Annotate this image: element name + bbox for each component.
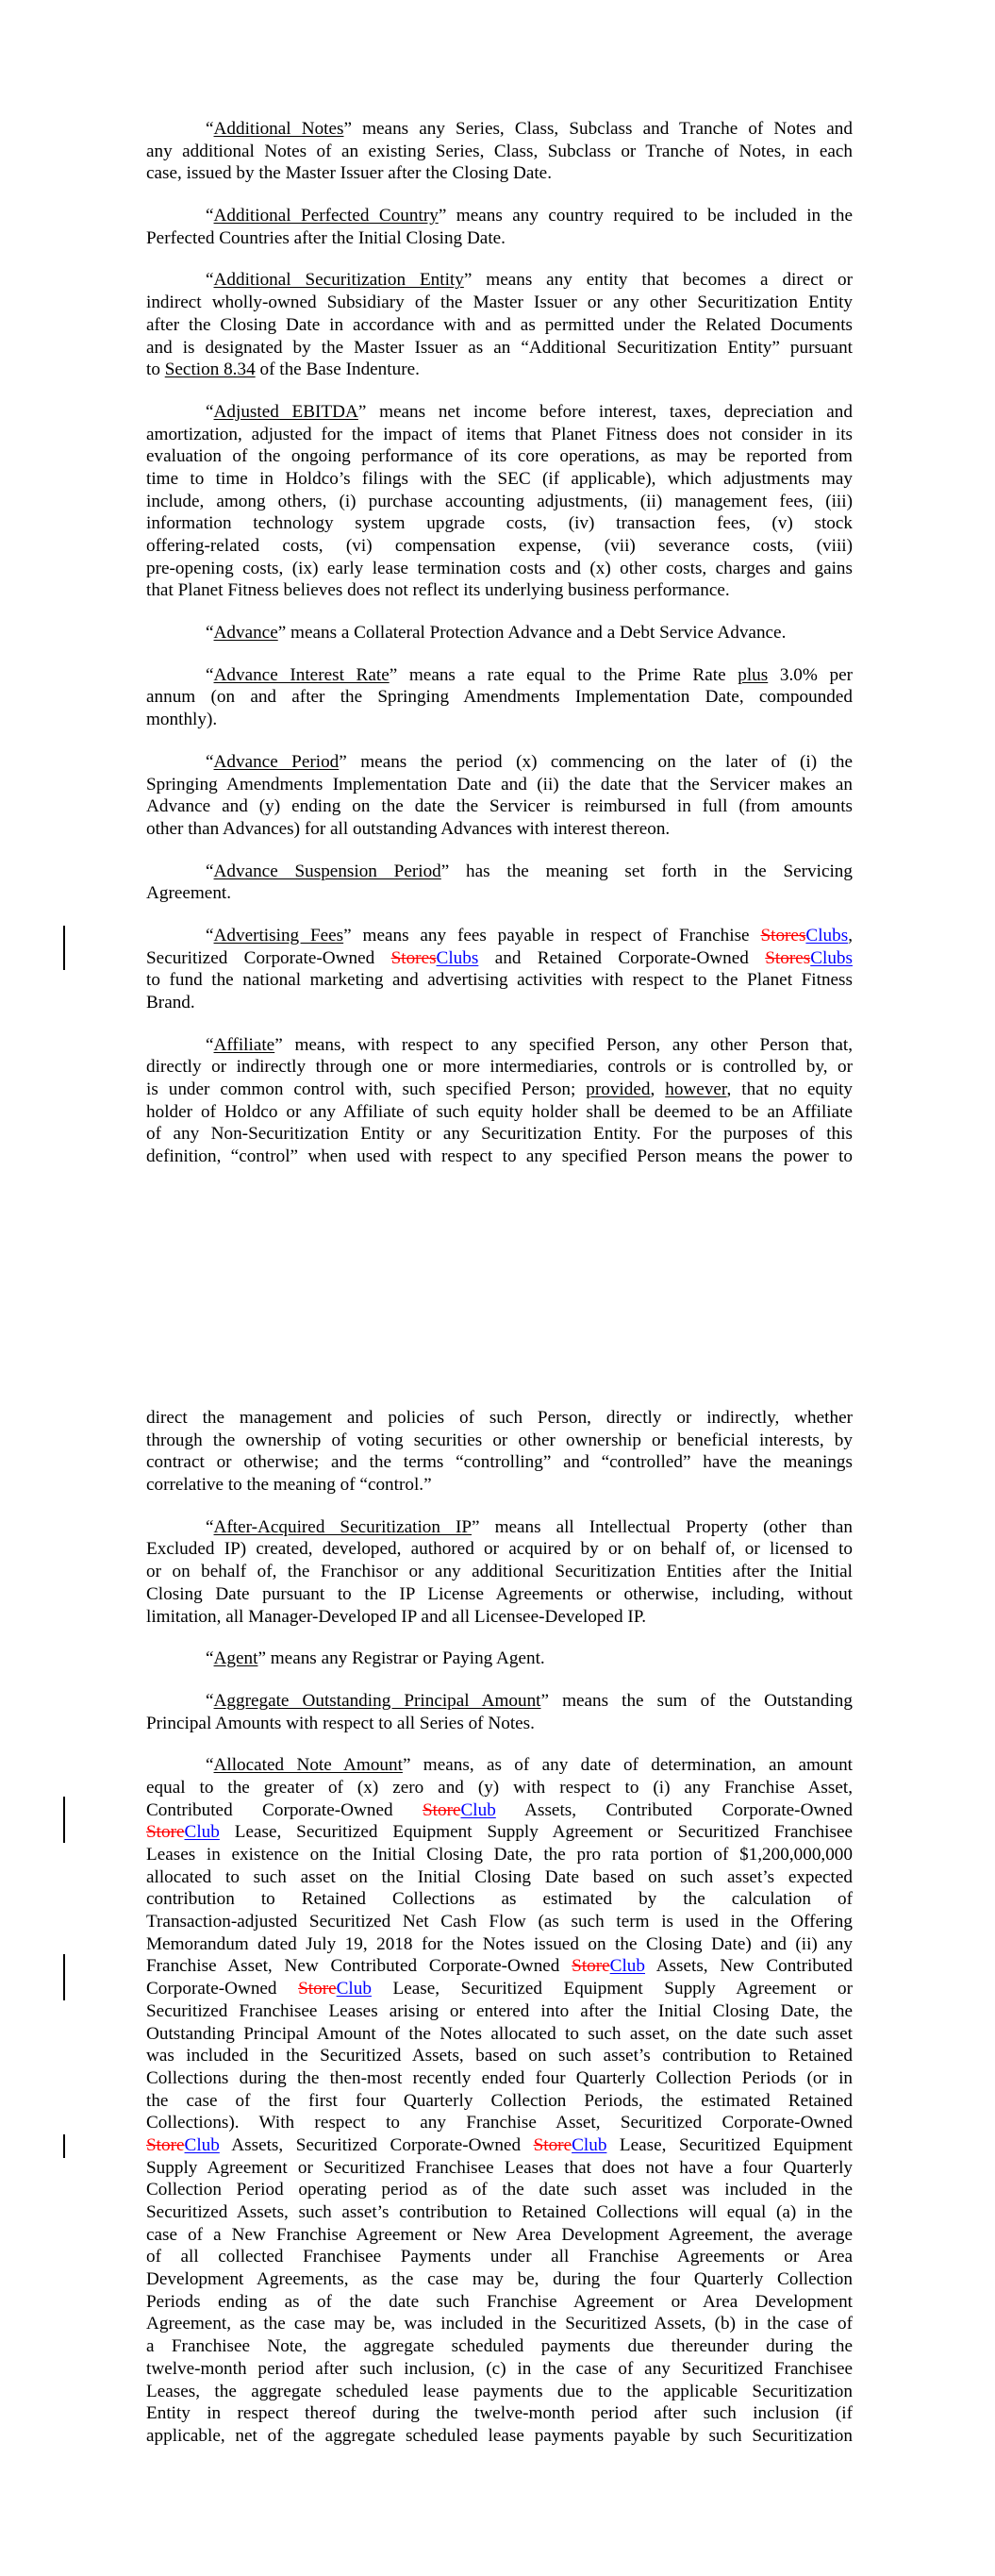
- text-run: direct the management and policies of such Person, directly or indirectly, whether: [146, 1408, 853, 1428]
- text-run: “: [206, 401, 214, 422]
- text-line: [146, 2067, 853, 2090]
- text-line: [146, 1606, 853, 1629]
- text-run: “: [206, 206, 214, 226]
- text-run: is under common control with, such specified Person;: [146, 1079, 587, 1100]
- text-line: [146, 1648, 853, 1670]
- revision-change-bar: [63, 2134, 65, 2158]
- text-run: “: [206, 119, 214, 139]
- text-line: [146, 751, 853, 774]
- text-run: “: [206, 925, 214, 945]
- definition-paragraph: [146, 751, 853, 841]
- text-run: “: [206, 1648, 214, 1669]
- text-line: [146, 579, 853, 602]
- text-run: “: [206, 1516, 214, 1537]
- text-line: [146, 359, 853, 381]
- text-line: [146, 314, 853, 337]
- text-line: [146, 861, 853, 883]
- text-run: contract or otherwise; and the terms “controlling” and “controlled” have the meanings: [146, 1452, 853, 1473]
- defined-term: After-Acquired Securitization IP: [213, 1516, 473, 1537]
- text-line: [146, 1821, 853, 1844]
- text-run: pre-opening costs, (ix) early lease termination costs and (x) other costs, charges and gains: [146, 558, 853, 578]
- defined-term: Agent: [213, 1648, 258, 1669]
- inserted-text: Clubs: [436, 947, 479, 968]
- text-run: Brand.: [146, 993, 195, 1012]
- text-run: Development Agreements, as the case may be, during the four Quarterly Collection: [146, 2269, 853, 2290]
- text-run: Securitized Franchisee Leases arising or entered into after the Initial Closing Date, the: [146, 2000, 853, 2021]
- text-run: directly or indirectly through one or more intermediaries, controls or is controlled by, or: [146, 1057, 853, 1078]
- text-run: ” means any Registrar or Paying Agent.: [257, 1648, 545, 1669]
- text-line: [146, 2246, 853, 2268]
- text-run: to: [146, 360, 165, 380]
- text-run: was included in the Securitized Assets, based on such asset’s contribution to Retained: [146, 2046, 853, 2066]
- text-run: ” means any entity that becomes a direct or: [463, 270, 853, 291]
- text-line: [146, 925, 853, 947]
- text-line: [146, 1101, 853, 1124]
- inserted-text: Club: [609, 1956, 645, 1977]
- defined-term: plus: [738, 664, 769, 685]
- text-run: Assets, Securitized Corporate-Owned: [219, 2134, 534, 2155]
- definition-paragraph: [146, 1648, 853, 1670]
- text-line: [146, 882, 853, 905]
- text-line: [146, 1777, 853, 1799]
- text-line: [146, 1690, 853, 1713]
- text-run: amortization, adjusted for the impact of items that Planet Fitness does not consider in its: [146, 424, 853, 444]
- text-run: case of a New Franchise Agreement or New Area Development Agreement, the average: [146, 2224, 853, 2245]
- text-run: “: [206, 751, 214, 772]
- text-run: and Retained Corporate-Owned: [478, 947, 766, 968]
- text-run: Contributed Corporate-Owned: [146, 1799, 423, 1820]
- text-line: [146, 337, 853, 360]
- text-run: “: [206, 861, 214, 881]
- revision-change-bar: [63, 1954, 65, 2000]
- text-run: Leases in existence on the Initial Closing Date, the pro rata portion of $1,200,000,000: [146, 1845, 853, 1865]
- text-run: Outstanding Principal Amount of the Notes allocated to such asset, on the date such asset: [146, 2023, 853, 2044]
- text-line: [146, 1911, 853, 1933]
- text-run: Securitized Corporate-Owned: [146, 947, 391, 968]
- text-run: Collections). With respect to any Franchise Asset, Securitized Corporate-Owned: [146, 2113, 853, 2133]
- text-run: other than Advances) for all outstanding Advances with interest thereon.: [146, 818, 671, 839]
- text-line: [146, 1430, 853, 1452]
- text-line: [146, 292, 853, 314]
- deleted-text: Store: [572, 1956, 610, 1977]
- text-line: [146, 1844, 853, 1866]
- definition-paragraph: [146, 925, 853, 1014]
- text-line: [146, 1583, 853, 1606]
- text-line: [146, 2425, 853, 2448]
- definition-paragraph: [146, 1754, 853, 2447]
- definition-paragraph: [146, 1407, 853, 1497]
- text-run: “: [206, 664, 214, 685]
- text-line: [146, 622, 853, 644]
- text-run: Closing Date pursuant to the IP License Agreements or otherwise, including, without: [146, 1583, 853, 1604]
- definition-paragraph: [146, 1034, 853, 1168]
- text-line: [146, 205, 853, 227]
- text-line: [146, 1754, 853, 1777]
- text-run: “: [206, 1755, 214, 1776]
- definition-paragraph: [146, 269, 853, 380]
- text-line: [146, 401, 853, 424]
- inserted-text: Club: [460, 1799, 496, 1820]
- defined-term: Section 8.34: [164, 360, 256, 380]
- text-line: [146, 1538, 853, 1561]
- text-run: case, issued by the Master Issuer after the Closing Date.: [146, 163, 552, 184]
- text-run: ” means all Intellectual Property (other than: [472, 1516, 853, 1537]
- text-run: Lease, Securitized Equipment: [606, 2134, 853, 2155]
- text-line: [146, 992, 853, 1014]
- text-run: through the ownership of voting securities or other ownership or beneficial interests, by: [146, 1430, 853, 1450]
- text-run: “: [206, 270, 214, 291]
- text-run: holder of Holdco or any Affiliate of such equity holder shall be deemed to be an Affiliate: [146, 1101, 853, 1122]
- inserted-text: Clubs: [805, 925, 849, 945]
- text-line: [146, 558, 853, 580]
- text-line: [146, 686, 853, 709]
- revision-change-bar: [63, 926, 65, 970]
- text-run: ” means, as of any date of determination, an amount: [402, 1755, 853, 1776]
- text-run: correlative to the meaning of “control.”: [146, 1475, 432, 1496]
- deleted-text: Store: [533, 2134, 572, 2155]
- text-run: Transaction-adjusted Securitized Net Cash Flow (as such term is used in the Offering: [146, 1912, 853, 1932]
- text-run: that Planet Fitness believes does not reflect its underlying business performance.: [146, 580, 730, 601]
- text-run: ” means a rate equal to the Prime Rate: [389, 664, 738, 685]
- text-line: [146, 2402, 853, 2425]
- defined-term: Advance Interest Rate: [213, 664, 390, 685]
- text-line: [146, 2201, 853, 2224]
- text-run: or on behalf of, the Franchisor or any additional Securitization Entities after the Initial: [146, 1562, 853, 1582]
- text-run: Assets, Contributed Corporate-Owned: [495, 1799, 853, 1820]
- text-run: after the Closing Date in accordance with and as permitted under the Related Documents: [146, 314, 853, 335]
- text-run: to fund the national marketing and advertising activities with respect to the Planet Fitness: [146, 970, 853, 991]
- inserted-text: Club: [336, 1979, 372, 1999]
- text-run: ” means any Series, Class, Subclass and Tranche of Notes and: [343, 119, 853, 139]
- definition-paragraph: [146, 1516, 853, 1628]
- text-line: [146, 1079, 853, 1101]
- defined-term: Adjusted EBITDA: [213, 401, 358, 422]
- definition-paragraph: [146, 401, 853, 602]
- text-line: [146, 2000, 853, 2023]
- text-run: “: [206, 623, 214, 644]
- text-line: [146, 2090, 853, 2113]
- text-line: [146, 424, 853, 446]
- inserted-text: Club: [184, 1822, 220, 1843]
- text-line: [146, 709, 853, 731]
- deleted-text: Stores: [760, 925, 806, 945]
- text-line: [146, 2291, 853, 2314]
- text-line: [146, 774, 853, 796]
- text-run: “: [206, 1034, 214, 1055]
- text-line: [146, 468, 853, 491]
- text-run: 3.0% per: [768, 664, 854, 685]
- text-line: [146, 491, 853, 513]
- text-line: [146, 2358, 853, 2381]
- text-run: and is designated by the Master Issuer as an “Additional Securitization Entity” pursuant: [146, 337, 853, 358]
- text-run: Collection Period operating period as of the date such asset was included in the: [146, 2180, 853, 2200]
- text-run: Lease, Securitized Equipment Supply Agreement or: [371, 1979, 853, 1999]
- text-run: Springing Amendments Implementation Date and (ii) the date that the Servicer makes an: [146, 774, 853, 795]
- defined-term: Advance Period: [213, 751, 340, 772]
- text-run: Advance and (y) ending on the date the Servicer is reimbursed in full (from amounts: [146, 796, 853, 817]
- text-line: [146, 141, 853, 163]
- text-line: [146, 445, 853, 468]
- text-line: [146, 1866, 853, 1889]
- text-run: Lease, Securitized Equipment Supply Agreement or Securitized Franchisee: [219, 1822, 853, 1843]
- text-line: [146, 2268, 853, 2291]
- deleted-text: Store: [146, 2134, 185, 2155]
- text-run: , that no equity: [726, 1079, 854, 1100]
- text-run: Collections during the then-most recently ended four Quarterly Collection Periods (or in: [146, 2067, 853, 2088]
- text-line: [146, 1955, 853, 1978]
- text-line: [146, 2381, 853, 2403]
- text-run: time to time in Holdco’s filings with the SEC (if applicable), which adjustments may: [146, 468, 853, 489]
- text-run: any additional Notes of an existing Series, Class, Subclass or Tranche of Notes, in each: [146, 141, 853, 161]
- text-line: [146, 1146, 853, 1168]
- definition-paragraph: [146, 622, 853, 644]
- text-line: [146, 2157, 853, 2180]
- text-line: [146, 1451, 853, 1474]
- text-run: Perfected Countries after the Initial Closing Date.: [146, 227, 506, 248]
- text-run: Periods ending as of the date such Franchise Agreement or Area Development: [146, 2291, 853, 2312]
- deleted-text: Stores: [390, 947, 437, 968]
- text-run: the case of the first four Quarterly Collection Periods, the estimated Retained: [146, 2090, 853, 2111]
- text-line: [146, 1799, 853, 1822]
- text-run: information technology system upgrade costs, (iv) transaction fees, (v) stock: [146, 513, 853, 534]
- text-line: [146, 2134, 853, 2157]
- text-run: annum (on and after the Springing Amendments Implementation Date, compounded: [146, 687, 853, 708]
- text-run: definition, “control” when used with respect to any specified Person means the power to: [146, 1146, 853, 1167]
- text-run: Securitized Assets, such asset’s contribution to Retained Collections will equal (a) in the: [146, 2202, 853, 2222]
- text-line: [146, 1933, 853, 1956]
- definition-paragraph: [146, 205, 853, 249]
- text-line: [146, 2224, 853, 2247]
- definition-paragraph: [146, 118, 853, 185]
- text-line: [146, 1978, 853, 2000]
- inserted-text: Clubs: [810, 947, 853, 968]
- text-run: ” means net income before interest, taxes, depreciation and: [357, 401, 853, 422]
- text-line: [146, 1713, 853, 1735]
- text-run: equal to the greater of (x) zero and (y) with respect to (i) any Franchise Asset,: [146, 1777, 853, 1798]
- text-line: [146, 2179, 853, 2201]
- text-line: [146, 2335, 853, 2358]
- text-line: [146, 2023, 853, 2046]
- defined-term: Allocated Note Amount: [213, 1755, 403, 1776]
- text-run: ” means a Collateral Protection Advance and a Debt Service Advance.: [277, 623, 787, 644]
- text-run: ,: [650, 1079, 666, 1100]
- document-page-1: [146, 118, 853, 1188]
- text-run: ” means the sum of the Outstanding: [540, 1690, 853, 1711]
- text-run: Supply Agreement or Securitized Franchisee Leases that does not have a four Quarterly: [146, 2157, 853, 2178]
- defined-term: Advance: [213, 623, 278, 644]
- text-run: Corporate-Owned: [146, 1979, 299, 1999]
- text-line: [146, 535, 853, 558]
- text-run: Agreement, as the case may be, was included in the Securitized Assets, (b) in the case of: [146, 2314, 853, 2334]
- text-run: Entity in respect thereof during the twelve-month period after such inclusion (if: [146, 2403, 853, 2424]
- text-line: [146, 1056, 853, 1079]
- defined-term: provided: [586, 1079, 651, 1100]
- text-line: [146, 2313, 853, 2335]
- definition-paragraph: [146, 1690, 853, 1734]
- text-run: a Franchisee Note, the aggregate scheduled payments due thereunder during the: [146, 2336, 853, 2357]
- text-line: [146, 818, 853, 841]
- definition-paragraph: [146, 861, 853, 905]
- text-run: ” means the period (x) commencing on the later of (i) the: [339, 751, 853, 772]
- deleted-text: Store: [422, 1799, 461, 1820]
- text-line: [146, 269, 853, 292]
- text-run: Agreement.: [146, 883, 232, 904]
- document-page-2: [146, 1407, 853, 2467]
- defined-term: Advance Suspension Period: [213, 861, 441, 881]
- text-line: [146, 1123, 853, 1146]
- inserted-text: Club: [572, 2134, 607, 2155]
- text-line: [146, 795, 853, 818]
- text-run: Excluded IP) created, developed, authored or acquired by or on behalf of, or licensed to: [146, 1539, 853, 1560]
- defined-term: however: [665, 1079, 727, 1100]
- defined-term: Affiliate: [213, 1034, 275, 1055]
- text-run: “: [206, 1690, 214, 1711]
- text-line: [146, 118, 853, 141]
- text-line: [146, 1474, 853, 1497]
- text-line: [146, 1888, 853, 1911]
- text-run: offering-related costs, (vi) compensation expense, (vii) severance costs, (viii): [146, 536, 853, 556]
- text-run: Memorandum dated July 19, 2018 for the Notes issued on the Closing Date) and (ii) any: [146, 1933, 853, 1954]
- text-line: [146, 969, 853, 992]
- defined-term: Additional Notes: [213, 119, 344, 139]
- text-run: applicable, net of the aggregate scheduled lease payments payable by such Securitization: [146, 2425, 853, 2446]
- text-line: [146, 2112, 853, 2134]
- defined-term: Aggregate Outstanding Principal Amount: [213, 1690, 541, 1711]
- text-run: of all collected Franchisee Payments under all Franchise Agreements or Area: [146, 2247, 853, 2267]
- text-run: of any Non-Securitization Entity or any Securitization Entity. For the purposes of this: [146, 1124, 853, 1145]
- text-line: [146, 227, 853, 250]
- text-line: [146, 2045, 853, 2067]
- text-line: [146, 512, 853, 535]
- text-run: ” has the meaning set forth in the Servicing: [440, 861, 853, 881]
- text-run: evaluation of the ongoing performance of its core operations, as may be reported from: [146, 446, 853, 467]
- revision-change-bar: [63, 1797, 65, 1843]
- text-run: include, among others, (i) purchase accounting adjustments, (ii) management fees, (iii): [146, 491, 853, 511]
- text-run: Franchise Asset, New Contributed Corporate-Owned: [146, 1956, 572, 1977]
- text-run: monthly).: [146, 710, 218, 730]
- text-run: indirect wholly-owned Subsidiary of the Master Issuer or any other Securitization Entity: [146, 293, 853, 313]
- text-run: Leases, the aggregate scheduled lease payments due to the applicable Securitization: [146, 2381, 853, 2401]
- deleted-text: Store: [298, 1979, 337, 1999]
- defined-term: Additional Perfected Country: [213, 206, 439, 226]
- text-run: Assets, New Contributed: [645, 1956, 853, 1977]
- text-run: ” means, with respect to any specified Person, any other Person that,: [274, 1034, 853, 1055]
- text-line: [146, 947, 853, 970]
- definition-paragraph: [146, 664, 853, 731]
- defined-term: Additional Securitization Entity: [213, 270, 464, 291]
- text-line: [146, 1034, 853, 1057]
- text-run: ” means any country required to be included in the: [438, 206, 853, 226]
- text-run: twelve-month period after such inclusion, (c) in the case of any Securitized Franchisee: [146, 2358, 853, 2379]
- text-run: contribution to Retained Collections as estimated by the calculation of: [146, 1889, 853, 1910]
- text-line: [146, 664, 853, 687]
- defined-term: Advertising Fees: [213, 925, 344, 945]
- inserted-text: Club: [184, 2134, 220, 2155]
- text-line: [146, 162, 853, 185]
- text-run: of the Base Indenture.: [255, 360, 420, 380]
- text-line: [146, 1561, 853, 1583]
- text-run: ,: [848, 925, 853, 945]
- text-run: ” means any fees payable in respect of Franchise: [343, 925, 761, 945]
- text-run: allocated to such asset on the Initial Closing Date based on such asset’s expected: [146, 1866, 853, 1887]
- text-line: [146, 1516, 853, 1539]
- deleted-text: Stores: [765, 947, 811, 968]
- deleted-text: Store: [146, 1822, 185, 1843]
- text-run: limitation, all Manager-Developed IP and all Licensee-Developed IP.: [146, 1606, 647, 1627]
- text-run: Principal Amounts with respect to all Series of Notes.: [146, 1713, 535, 1733]
- text-line: [146, 1407, 853, 1430]
